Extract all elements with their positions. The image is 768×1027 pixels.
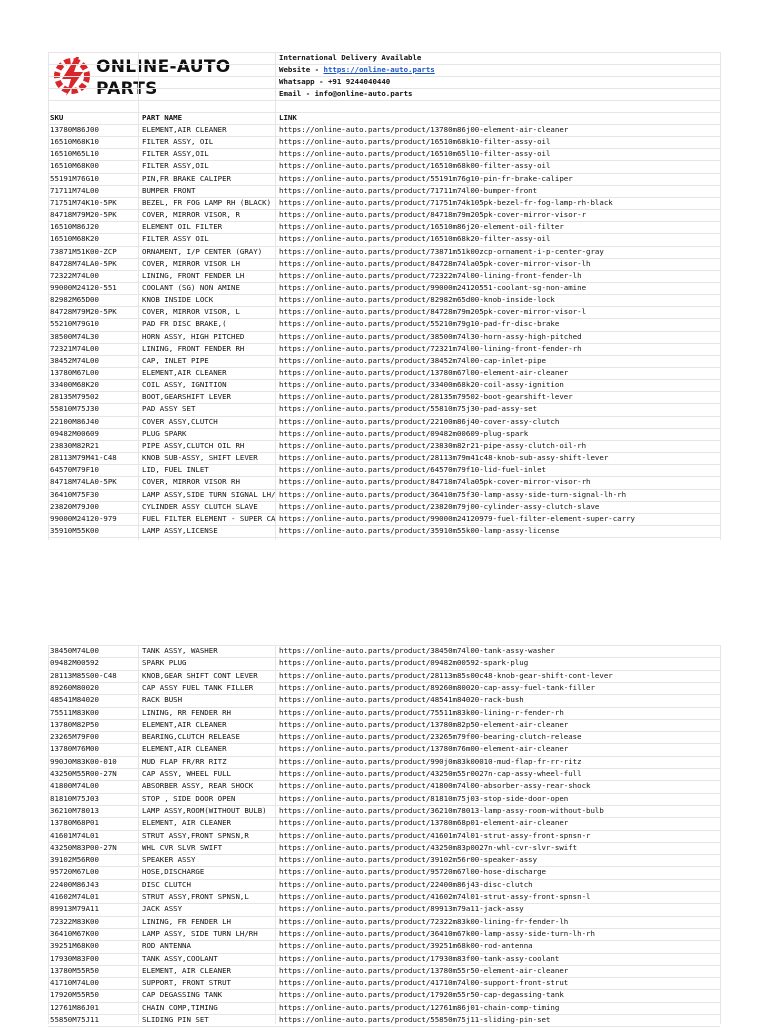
link-cell[interactable]: https://online-auto.parts/product/41800m74l00-absorber-assy-rear-shock (279, 781, 591, 791)
header-part-name: PART NAME (142, 113, 183, 122)
part-name-cell: CYLINDER ASSY CLUTCH SLAVE (142, 501, 258, 511)
part-name-cell: PAD FR DISC BRAKE,( (142, 319, 227, 329)
sku-cell: 41602M74L01 (50, 892, 99, 901)
link-cell[interactable]: https://online-auto.parts/product/48541m84020-rack-bush (279, 695, 524, 705)
brand-line-2: PARTS (96, 79, 158, 99)
table-row (48, 977, 720, 989)
sku-cell: 72322M74L00 (50, 270, 99, 280)
part-name-cell: CAP, INLET PIPE (142, 355, 209, 365)
link-cell[interactable]: https://online-auto.parts/product/39251m68k00-rod-antenna (279, 941, 533, 951)
table-row (48, 124, 720, 136)
part-name-cell: LAMP ASSY,ROOM(WITHOUT BULB) (142, 805, 267, 815)
sku-cell: 73871M51K00-ZCP (50, 246, 117, 256)
part-name-cell: LINING, FRONT FENDER RH (142, 343, 245, 353)
sku-cell: 55810M75J30 (50, 404, 99, 414)
part-name-cell: LINING, RR FENDER RH (142, 707, 231, 717)
grid-line (720, 52, 721, 540)
part-name-cell: PIN,FR BRAKE CALIPER (142, 173, 231, 183)
link-cell[interactable]: https://online-auto.parts/product/16510m68k20-filter-assy-oil (279, 234, 551, 244)
sku-cell: 13780M76M00 (50, 744, 99, 754)
table-row (48, 379, 720, 391)
link-cell[interactable]: https://online-auto.parts/product/84718m79m205pk-cover-mirror-visor-r (279, 210, 587, 220)
table-row (48, 294, 720, 306)
table-row (48, 854, 720, 866)
sku-cell: 28135M79502 (50, 392, 99, 402)
sku-cell: 41601M74L01 (50, 830, 99, 840)
part-name-cell: LINING, FRONT FENDER LH (142, 270, 245, 280)
part-name-cell: ELEMENT,AIR CLEANER (142, 125, 227, 134)
link-cell[interactable]: https://online-auto.parts/product/16510m68k10-filter-assy-oil (279, 137, 551, 147)
link-cell[interactable]: https://online-auto.parts/product/99000m24120979-fuel-filter-element-super-carry (279, 513, 635, 523)
sku-cell: 41710M74L00 (50, 978, 99, 988)
link-cell[interactable]: https://online-auto.parts/product/72321m74l00-lining-front-fender-rh (279, 343, 582, 353)
part-name-cell: ELEMENT OIL FILTER (142, 222, 223, 232)
sku-cell: 23820M79J00 (50, 501, 99, 511)
table-row (48, 513, 720, 525)
table-row (48, 965, 720, 977)
table-row (48, 136, 720, 148)
part-name-cell: LAMP ASSY, SIDE TURN LH/RH (142, 928, 258, 938)
table-row (48, 793, 720, 805)
part-name-cell: FILTER ASSY, OIL (142, 137, 214, 147)
link-cell[interactable]: https://online-auto.parts/product/81810m75j03-stop-side-door-open (279, 793, 569, 803)
spreadsheet (48, 0, 720, 1024)
table-header (48, 112, 720, 124)
link-cell[interactable]: https://online-auto.parts/product/39102m56r00-speaker-assy (279, 855, 538, 865)
part-name-cell: KNOB INSIDE LOCK (142, 295, 214, 305)
part-name-cell: RACK BUSH (142, 695, 183, 705)
part-name-cell: BUMPER FRONT (142, 185, 196, 195)
link-cell[interactable]: https://online-auto.parts/product/13780m76m00-element-air-cleaner (279, 744, 569, 754)
table-row (48, 645, 720, 657)
sku-cell: 55210M79G10 (50, 319, 99, 329)
sku-cell: 16510M68K00 (50, 161, 99, 171)
table-row (48, 282, 720, 294)
sku-cell: 39102M56R00 (50, 855, 99, 865)
table-row (48, 306, 720, 318)
link-cell[interactable]: https://online-auto.parts/product/84728m74la05pk-cover-mirror-visor-lh (279, 258, 591, 268)
table-row (48, 817, 720, 829)
email-line: Email - info@online-auto.parts (279, 89, 413, 98)
grid-line (48, 537, 720, 538)
table-row (48, 780, 720, 792)
part-name-cell: SPEAKER ASSY (142, 855, 196, 865)
link-cell[interactable]: https://online-auto.parts/product/89913m79a11-jack-assy (279, 904, 524, 914)
link-cell[interactable]: https://online-auto.parts/product/13780m67l00-element-air-cleaner (279, 368, 569, 377)
part-name-cell: STRUT ASSY,FRONT SPNSN,R (142, 830, 249, 840)
link-cell[interactable]: https://online-auto.parts/product/84718m74la05pk-cover-mirror-visor-rh (279, 477, 591, 487)
table-row (48, 916, 720, 928)
part-name-cell: HOSE,DISCHARGE (142, 867, 205, 877)
whatsapp-line: Whatsapp - +91 9244040440 (279, 77, 391, 86)
table-row (48, 743, 720, 755)
sku-cell: 64570M79F10 (50, 465, 99, 475)
table-row (48, 879, 720, 891)
part-name-cell: FILTER ASSY,OIL (142, 149, 209, 159)
sku-cell: 71711M74L00 (50, 185, 99, 195)
sku-cell: 39251M68K00 (50, 941, 99, 951)
table-row (48, 197, 720, 209)
table-row (48, 185, 720, 197)
link-cell[interactable]: https://online-auto.parts/product/41602m74l01-strut-assy-front-spnsn-l (279, 892, 591, 901)
table-row (48, 416, 720, 428)
sku-cell: 55191M76G10 (50, 173, 99, 183)
grid-line (48, 88, 720, 89)
table-row (48, 440, 720, 452)
link-cell[interactable]: https://online-auto.parts/product/16510m65l10-filter-assy-oil (279, 149, 551, 159)
link-cell[interactable]: https://online-auto.parts/product/71751m74k105pk-bezel-fr-fog-lamp-rh-black (279, 197, 613, 207)
sku-cell: 43250M83P00-27N (50, 842, 117, 852)
part-name-cell: COOLANT (SG) NON AMINE (142, 282, 240, 292)
brand-line-1: ONLINE-AUTO (96, 57, 231, 77)
part-name-cell: TANK ASSY,COOLANT (142, 953, 218, 963)
table-row (48, 756, 720, 768)
sku-cell: 72321M74L00 (50, 343, 99, 353)
table-row (48, 476, 720, 488)
table-row (48, 670, 720, 682)
part-name-cell: LAMP ASSY,SIDE TURN SIGNAL LH/ (142, 489, 276, 499)
grid-line (48, 52, 720, 53)
link-cell[interactable]: https://online-auto.parts/product/38450m74l00-tank-assy-washer (279, 646, 555, 655)
sku-cell: 13780M68P01 (50, 818, 99, 828)
link-cell[interactable]: https://online-auto.parts/product/22100m86j40-cover-assy-clutch (279, 416, 560, 426)
link-cell[interactable]: https://online-auto.parts/product/23265m79f00-bearing-clutch-release (279, 732, 582, 742)
link-cell[interactable]: https://online-auto.parts/product/72322m83k00-lining-fr-fender-lh (279, 916, 569, 926)
part-name-cell: ELEMENT,AIR CLEANER (142, 719, 227, 729)
grid-line (48, 64, 720, 65)
link-cell[interactable]: https://online-auto.parts/product/41710m74l00-support-front-strut (279, 978, 569, 988)
table-row (48, 940, 720, 952)
link-cell[interactable]: https://online-auto.parts/product/33400m68k20-coil-assy-ignition (279, 380, 564, 390)
part-name-cell: COVER, MIRROR VISOR, L (142, 307, 240, 317)
sku-cell: 33400M68K20 (50, 380, 99, 390)
sku-cell: 43250M55R00-27N (50, 769, 117, 778)
table-row (48, 160, 720, 172)
link-cell[interactable]: https://online-auto.parts/product/16510m68k00-filter-assy-oil (279, 161, 551, 171)
table-row (48, 1014, 720, 1026)
table-row (48, 403, 720, 415)
sku-cell: 35910M55K00 (50, 525, 99, 535)
link-cell[interactable]: https://online-auto.parts/product/43250m83p0027n-whl-cvr-slvr-swift (279, 842, 578, 852)
link-cell[interactable]: https://online-auto.parts/product/13780m55r50-element-air-cleaner (279, 965, 569, 975)
part-name-cell: BEARING,CLUTCH RELEASE (142, 732, 240, 742)
sku-cell: 72322M83K00 (50, 916, 99, 926)
part-name-cell: COVER, MIRROR VISOR RH (142, 477, 240, 487)
sku-cell: 84728M74LA0-5PK (50, 258, 117, 268)
link-cell[interactable]: https://online-auto.parts/product/73871m51k00zcp-ornament-i-p-center-gray (279, 246, 604, 256)
sku-cell: 89260M80020 (50, 682, 99, 692)
part-name-cell: ORNAMENT, I/P CENTER (GRAY) (142, 246, 263, 256)
part-name-cell: FILTER ASSY OIL (142, 234, 209, 244)
sku-cell: 13780M82P50 (50, 719, 99, 729)
sku-cell: 13780M55R50 (50, 965, 99, 975)
link-cell[interactable]: https://online-auto.parts/product/36410m75f30-lamp-assy-side-turn-signal-lh-rh (279, 489, 627, 499)
table-row (48, 866, 720, 878)
table-row (48, 221, 720, 233)
table-row (48, 270, 720, 282)
link-cell[interactable]: https://online-auto.parts/product/23830m82r21-pipe-assy-clutch-oil-rh (279, 440, 587, 450)
link-cell[interactable]: https://online-auto.parts/product/55191m76g10-pin-fr-brake-caliper (279, 173, 573, 183)
sku-cell: 81810M75J03 (50, 793, 99, 803)
link-cell[interactable]: https://online-auto.parts/product/17930m83f00-tank-assy-coolant (279, 953, 560, 963)
table-row (48, 525, 720, 537)
part-name-cell: SPARK PLUG (142, 658, 187, 668)
table-row (48, 694, 720, 706)
link-cell[interactable]: https://online-auto.parts/product/64570m79f10-lid-fuel-inlet (279, 465, 546, 475)
sku-cell: 38450M74L00 (50, 646, 99, 655)
header-sku: SKU (50, 113, 64, 122)
part-name-cell: BOOT,GEARSHIFT LEVER (142, 392, 231, 402)
link-cell[interactable]: https://online-auto.parts/product/55210m79g10-pad-fr-disc-brake (279, 319, 560, 329)
link-cell[interactable]: https://online-auto.parts/product/17920m55r50-cap-degassing-tank (279, 990, 564, 1000)
header-link: LINK (279, 113, 297, 122)
link-cell[interactable]: https://online-auto.parts/product/55850m75j11-sliding-pin-set (279, 1015, 551, 1024)
part-name-cell: SUPPORT, FRONT STRUT (142, 978, 231, 988)
sku-cell: 28113M79M41-C48 (50, 453, 117, 463)
sku-cell: 36210M78013 (50, 805, 99, 815)
grid-line (720, 645, 721, 1024)
table-row (48, 707, 720, 719)
part-name-cell: STOP , SIDE DOOR OPEN (142, 793, 236, 803)
part-name-cell: FUEL FILTER ELEMENT - SUPER CA (142, 513, 276, 523)
part-name-cell: CAP DEGASSING TANK (142, 990, 223, 1000)
table-row (48, 464, 720, 476)
sku-cell: 17930M83F00 (50, 953, 99, 963)
link-cell[interactable]: https://online-auto.parts/product/95720m67l00-hose-discharge (279, 867, 546, 877)
website-link[interactable]: https://online-auto.parts (323, 65, 435, 74)
link-cell[interactable]: https://online-auto.parts/product/13780m86j00-element-air-cleaner (279, 125, 569, 134)
part-name-cell: KNOB SUB-ASSY, SHIFT LEVER (142, 453, 258, 463)
link-cell[interactable]: https://online-auto.parts/product/28113m85s00c48-knob-gear-shift-cont-lever (279, 670, 613, 680)
sku-cell: 16510M65L10 (50, 149, 99, 159)
part-name-cell: TANK ASSY, WASHER (142, 646, 218, 655)
link-cell[interactable]: https://online-auto.parts/product/12761m86j01-chain-comp-timing (279, 1002, 560, 1012)
table-row (48, 367, 720, 379)
link-cell[interactable]: https://online-auto.parts/product/84728m79m205pk-cover-mirror-visor-l (279, 307, 587, 317)
grid-line (48, 100, 720, 101)
part-name-cell: COVER, MIRROR VISOR, R (142, 210, 240, 220)
table-row (48, 719, 720, 731)
sku-cell: 89913M79A11 (50, 904, 99, 914)
table-row (48, 318, 720, 330)
link-cell[interactable]: https://online-auto.parts/product/71711m74l00-bumper-front (279, 185, 538, 195)
link-cell[interactable]: https://online-auto.parts/product/89260m80020-cap-assy-fuel-tank-filler (279, 682, 595, 692)
sku-cell: 38500M74L30 (50, 331, 99, 341)
part-name-cell: KNOB,GEAR SHIFT CONT LEVER (142, 670, 258, 680)
sku-cell: 12761M86J01 (50, 1002, 99, 1012)
part-name-cell: ELEMENT,AIR CLEANER (142, 368, 227, 377)
part-name-cell: MUD FLAP FR/RR RITZ (142, 756, 227, 766)
sku-cell: 99000M24120-979 (50, 513, 117, 523)
part-name-cell: ELEMENT, AIR CLEANER (142, 818, 231, 828)
table-row (48, 209, 720, 221)
sku-cell: 13780M67L00 (50, 368, 99, 377)
table-row (48, 246, 720, 258)
sku-cell: 41800M74L00 (50, 781, 99, 791)
table-row (48, 989, 720, 1001)
table-row (48, 830, 720, 842)
part-name-cell: CAP ASSY, WHEEL FULL (142, 769, 231, 778)
link-cell[interactable]: https://online-auto.parts/product/38452m74l00-cap-inlet-pipe (279, 355, 546, 365)
part-name-cell: ELEMENT,AIR CLEANER (142, 744, 227, 754)
part-name-cell: ELEMENT, AIR CLEANER (142, 965, 231, 975)
sku-cell: 84718M79M20-5PK (50, 210, 117, 220)
sku-cell: 23830M82R21 (50, 440, 99, 450)
table-row (48, 489, 720, 501)
link-cell[interactable]: https://online-auto.parts/product/13780m82p50-element-air-cleaner (279, 719, 569, 729)
table-row (48, 891, 720, 903)
link-cell[interactable]: https://online-auto.parts/product/82982m65d00-knob-inside-lock (279, 295, 555, 305)
part-name-cell: COVER, MIRROR VISOR LH (142, 258, 240, 268)
link-cell[interactable]: https://online-auto.parts/product/13780m68p01-element-air-cleaner (279, 818, 569, 828)
table-row (48, 501, 720, 513)
part-name-cell: ABSORBER ASSY, REAR SHOCK (142, 781, 254, 791)
sku-cell: 09482M00592 (50, 658, 99, 668)
sku-cell: 38452M74L00 (50, 355, 99, 365)
part-name-cell: LINING, FR FENDER LH (142, 916, 231, 926)
part-name-cell: PIPE ASSY,CLUTCH OIL RH (142, 440, 245, 450)
part-name-cell: CHAIN COMP,TIMING (142, 1002, 218, 1012)
link-cell[interactable]: https://online-auto.parts/product/99000m24120551-coolant-sg-non-amine (279, 282, 587, 292)
part-name-cell: PLUG SPARK (142, 428, 187, 438)
table-row (48, 682, 720, 694)
table-row (48, 842, 720, 854)
link-cell[interactable]: https://online-auto.parts/product/36410m67k00-lamp-assy-side-turn-lh-rh (279, 928, 595, 938)
sku-cell: 17920M55R50 (50, 990, 99, 1000)
part-name-cell: SLIDING PIN SET (142, 1015, 209, 1024)
link-cell[interactable]: https://online-auto.parts/product/35910m55k00-lamp-assy-license (279, 525, 560, 535)
sku-cell: 13780M86J00 (50, 125, 99, 134)
table-row (48, 657, 720, 669)
link-cell[interactable]: https://online-auto.parts/product/22400m86j43-disc-clutch (279, 879, 533, 889)
sku-cell: 95720M67L00 (50, 867, 99, 877)
link-cell[interactable]: https://online-auto.parts/product/55810m75j30-pad-assy-set (279, 404, 538, 414)
link-cell[interactable]: https://online-auto.parts/product/23820m79j00-cylinder-assy-clutch-slave (279, 501, 600, 511)
link-cell[interactable]: https://online-auto.parts/product/41601m74l01-strut-assy-front-spnsn-r (279, 830, 591, 840)
link-cell[interactable]: https://online-auto.parts/product/28135m79502-boot-gearshift-lever (279, 392, 573, 402)
sku-cell: 48541M84020 (50, 695, 99, 705)
table-row (48, 343, 720, 355)
sku-cell: 84718M74LA0-5PK (50, 477, 117, 487)
table-row (48, 355, 720, 367)
table-row (48, 331, 720, 343)
link-cell[interactable]: https://online-auto.parts/product/36210m78013-lamp-assy-room-without-bulb (279, 805, 604, 815)
part-name-cell: JACK ASSY (142, 904, 183, 914)
part-name-cell: ROD ANTENNA (142, 941, 191, 951)
table-row (48, 928, 720, 940)
part-name-cell: COVER ASSY,CLUTCH (142, 416, 218, 426)
link-cell[interactable]: https://online-auto.parts/product/28113m79m41c48-knob-sub-assy-shift-lever (279, 453, 609, 463)
link-cell[interactable]: https://online-auto.parts/product/43250m55r0027n-cap-assy-wheel-full (279, 769, 582, 778)
sku-cell: 99000M24120-551 (50, 282, 117, 292)
website-label: Website - (279, 65, 324, 74)
table-row (48, 452, 720, 464)
sku-cell: 09482M00609 (50, 428, 99, 438)
sku-cell: 84728M79M20-5PK (50, 307, 117, 317)
sku-cell: 16510M68K20 (50, 234, 99, 244)
table-row (48, 428, 720, 440)
sku-cell: 71751M74K10-5PK (50, 197, 117, 207)
sku-cell: 82982M65D00 (50, 295, 99, 305)
table-row (48, 731, 720, 743)
link-cell[interactable]: https://online-auto.parts/product/72322m74l00-lining-front-fender-lh (279, 270, 582, 280)
sku-cell: 55850M75J11 (50, 1015, 99, 1024)
table-row (48, 805, 720, 817)
delivery-note: International Delivery Available (279, 53, 422, 62)
table-row (48, 233, 720, 245)
sku-cell: 23265M79F00 (50, 732, 99, 742)
sku-cell: 16510M86J20 (50, 222, 99, 232)
sku-cell: 16510M68K10 (50, 137, 99, 147)
sku-cell: 990J0M83K00-010 (50, 756, 117, 766)
table-row (48, 173, 720, 185)
sku-cell: 36410M67K00 (50, 928, 99, 938)
part-name-cell: WHL CVR SLVR SWIFT (142, 842, 223, 852)
table-row (48, 768, 720, 780)
link-cell[interactable]: https://online-auto.parts/product/38500m74l30-horn-assy-high-pitched (279, 331, 582, 341)
part-name-cell: LAMP ASSY,LICENSE (142, 525, 218, 535)
table-row (48, 953, 720, 965)
link-cell[interactable]: https://online-auto.parts/product/09482m00609-plug-spark (279, 428, 529, 438)
link-cell[interactable]: https://online-auto.parts/product/09482m00592-spark-plug (279, 658, 529, 668)
part-name-cell: DISC CLUTCH (142, 879, 191, 889)
link-cell[interactable]: https://online-auto.parts/product/990j0m83k00010-mud-flap-fr-rr-ritz (279, 756, 582, 766)
table-row (48, 391, 720, 403)
part-name-cell: LID, FUEL INLET (142, 465, 209, 475)
part-name-cell: PAD ASSY SET (142, 404, 196, 414)
table-row (48, 258, 720, 270)
sku-cell: 22100M86J40 (50, 416, 99, 426)
sku-cell: 75511M83K00 (50, 707, 99, 717)
sku-cell: 28113M85S00-C48 (50, 670, 117, 680)
link-cell[interactable]: https://online-auto.parts/product/16510m86j20-element-oil-filter (279, 222, 564, 232)
part-name-cell: COIL ASSY, IGNITION (142, 380, 227, 390)
part-name-cell: HORN ASSY, HIGH PITCHED (142, 331, 245, 341)
grid-line (48, 76, 720, 77)
part-name-cell: STRUT ASSY,FRONT SPNSN,L (142, 892, 249, 901)
link-cell[interactable]: https://online-auto.parts/product/75511m83k00-lining-r-fender-rh (279, 707, 564, 717)
table-row (48, 903, 720, 915)
sku-cell: 36410M75F30 (50, 489, 99, 499)
table-row (48, 1002, 720, 1014)
table-row (48, 148, 720, 160)
website-line (279, 64, 435, 76)
part-name-cell: FILTER ASSY,OIL (142, 161, 209, 171)
part-name-cell: BEZEL, FR FOG LAMP RH (BLACK) (142, 197, 272, 207)
part-name-cell: CAP ASSY FUEL TANK FILLER (142, 682, 254, 692)
sku-cell: 22400M86J43 (50, 879, 99, 889)
